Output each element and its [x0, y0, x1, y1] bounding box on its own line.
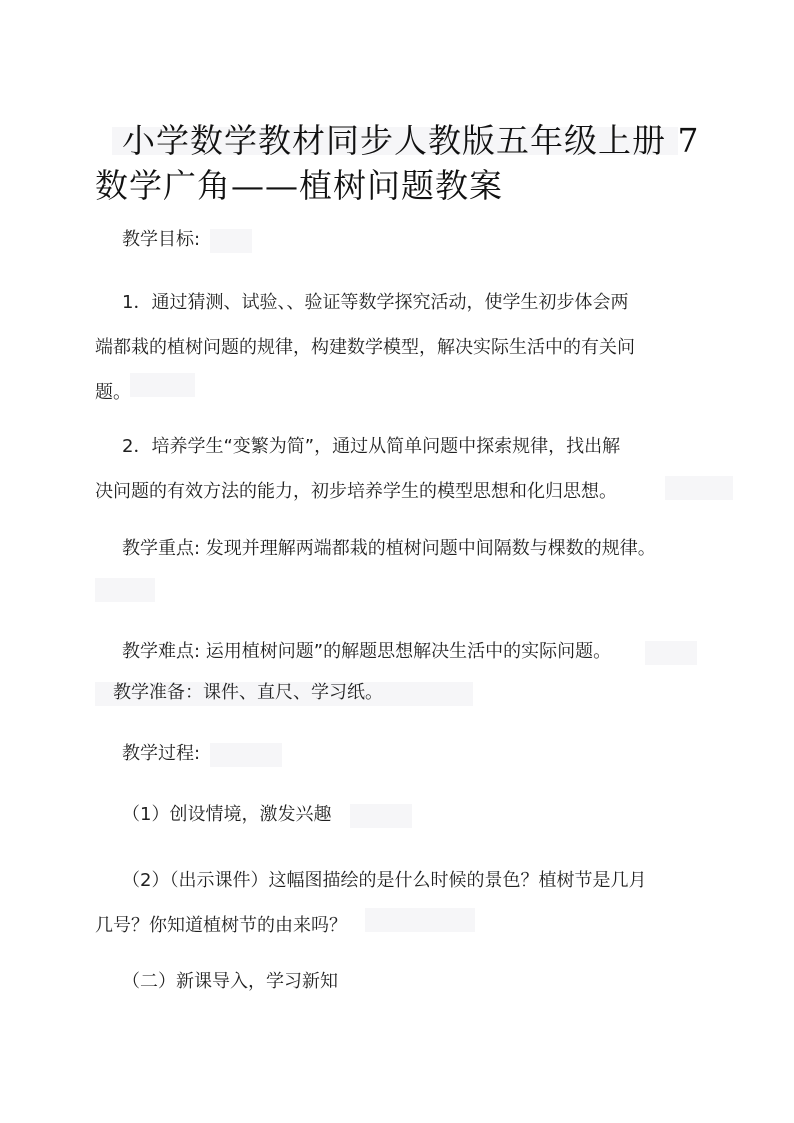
process-step-3: （二）新课导入，学习新知 [122, 971, 338, 992]
highlight-block [645, 641, 697, 665]
title-line-1: 小学数学教材同步人教版五年级上册 7 [122, 121, 700, 160]
title-line-2: 数学广角——植树问题教案 [95, 166, 503, 205]
difficulty: 教学难点: 运用植树问题”的解题思想解决生活中的实际问题。 [122, 641, 612, 662]
process-heading: 教学过程: [122, 743, 201, 764]
objective-item-2: 2．培养学生“变繁为简”，通过从简单问题中探索规律，找出解 决问题的有效方法的能力，初步培养学生的模型思想和化归思想。 [95, 436, 621, 502]
preparation: 教学准备：课件、直尺、学习纸。 [113, 682, 383, 703]
document-title [95, 118, 735, 208]
highlight-block [95, 578, 155, 602]
process-step-1: （1）创设情境，激发兴趣 [122, 804, 332, 825]
objectives-heading: 教学目标: [122, 229, 201, 250]
key-point: 教学重点: 发现并理解两端都栽的植树问题中间隔数与棵数的规律。 [122, 538, 656, 559]
objective-item-1: 1．通过猜测、试验、、验证等数学探究活动，使学生初步体会两 端都栽的植树问题的规律，构建数学模型，解决实际生活中的有关问 题。 [95, 292, 635, 403]
highlight-block [210, 743, 282, 767]
process-step-2: （2）（出示课件）这幅图描绘的是什么时候的景色？植树节是几月 几号？你知道植树节的由来吗？ [95, 870, 647, 936]
highlight-block [210, 229, 252, 253]
highlight-block [350, 804, 412, 828]
